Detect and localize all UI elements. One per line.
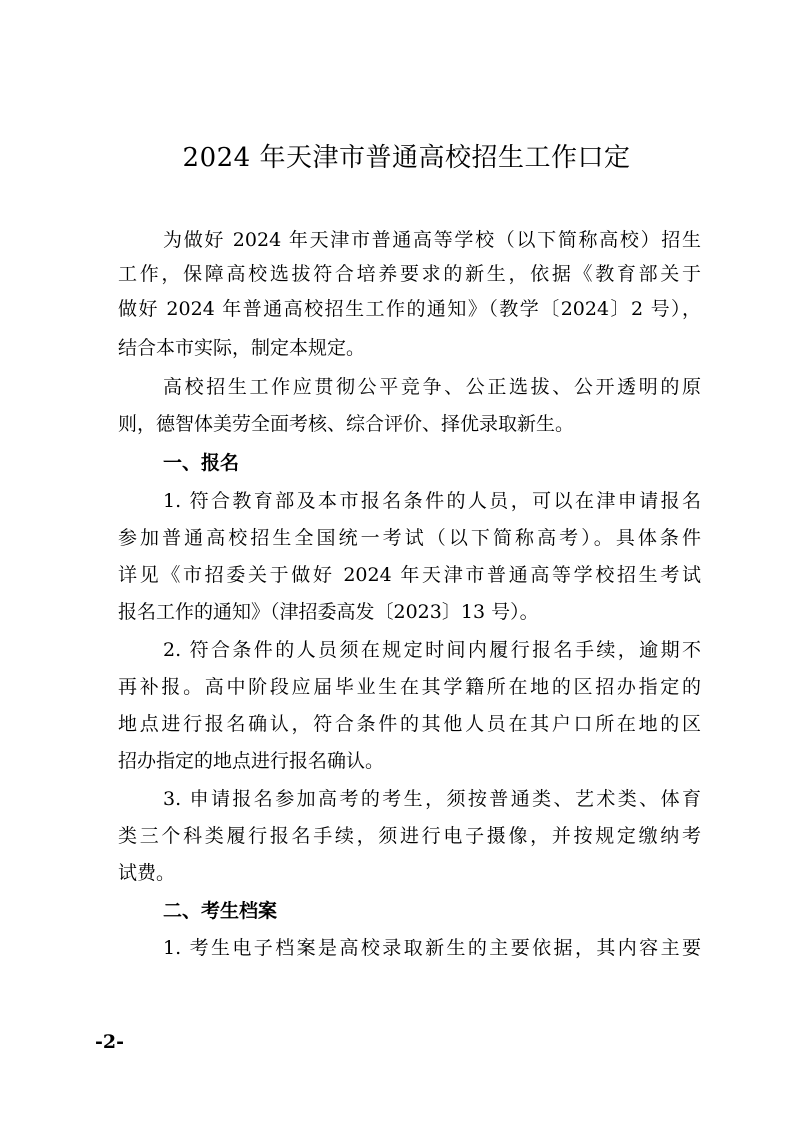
paragraph-line: 2. 符合条件的人员须在规定时间内履行报名手续，逾期不 bbox=[163, 639, 701, 661]
paragraph-line: 地点进行报名确认，符合条件的其他人员在其户口所在地的区 bbox=[118, 713, 701, 735]
page-number: -2- bbox=[95, 1031, 124, 1053]
paragraph-line: 1. 符合教育部及本市报名条件的人员，可以在津申请报名 bbox=[163, 490, 701, 512]
paragraph-line: 再补报。高中阶段应届毕业生在其学籍所在地的区招办指定的 bbox=[118, 676, 701, 698]
section-heading: 一、报名 bbox=[163, 452, 240, 474]
paragraph-line: 报名工作的通知》（津招委高发〔2023〕13 号）。 bbox=[118, 601, 539, 623]
paragraph-line: 则，德智体美劳全面考核、综合评价、择优录取新生。 bbox=[118, 413, 575, 435]
paragraph-line: 结合本市实际，制定本规定。 bbox=[118, 337, 366, 359]
paragraph-line: 详见《市招委关于做好 2024 年天津市普通高等学校招生考试 bbox=[118, 564, 701, 586]
section-heading: 二、考生档案 bbox=[163, 900, 278, 922]
paragraph-line: 高校招生工作应贯彻公平竞争、公正选拔、公开透明的原 bbox=[163, 376, 701, 398]
paragraph-line: 做好 2024 年普通高校招生工作的通知》（教学〔2024〕2 号）， bbox=[118, 298, 701, 320]
paragraph-line: 3. 申请报名参加高考的考生，须按普通类、艺术类、体育 bbox=[163, 788, 701, 810]
paragraph-line: 为做好 2024 年天津市普通高等学校（以下简称高校）招生 bbox=[163, 229, 701, 251]
document-title: 2024 年天津市普通高校招生工作口定 bbox=[182, 143, 631, 173]
paragraph-line: 1. 考生电子档案是高校录取新生的主要依据，其内容主要 bbox=[163, 937, 701, 959]
paragraph-line: 工作，保障高校选拔符合培养要求的新生，依据《教育部关于 bbox=[118, 263, 701, 285]
paragraph-line: 招办指定的地点进行报名确认。 bbox=[118, 750, 385, 772]
paragraph-line: 参加普通高校招生全国统一考试（以下简称高考）。具体条件 bbox=[118, 527, 701, 549]
paragraph-line: 试费。 bbox=[118, 862, 176, 884]
paragraph-line: 类三个科类履行报名手续，须进行电子摄像，并按规定缴纳考 bbox=[118, 825, 701, 847]
